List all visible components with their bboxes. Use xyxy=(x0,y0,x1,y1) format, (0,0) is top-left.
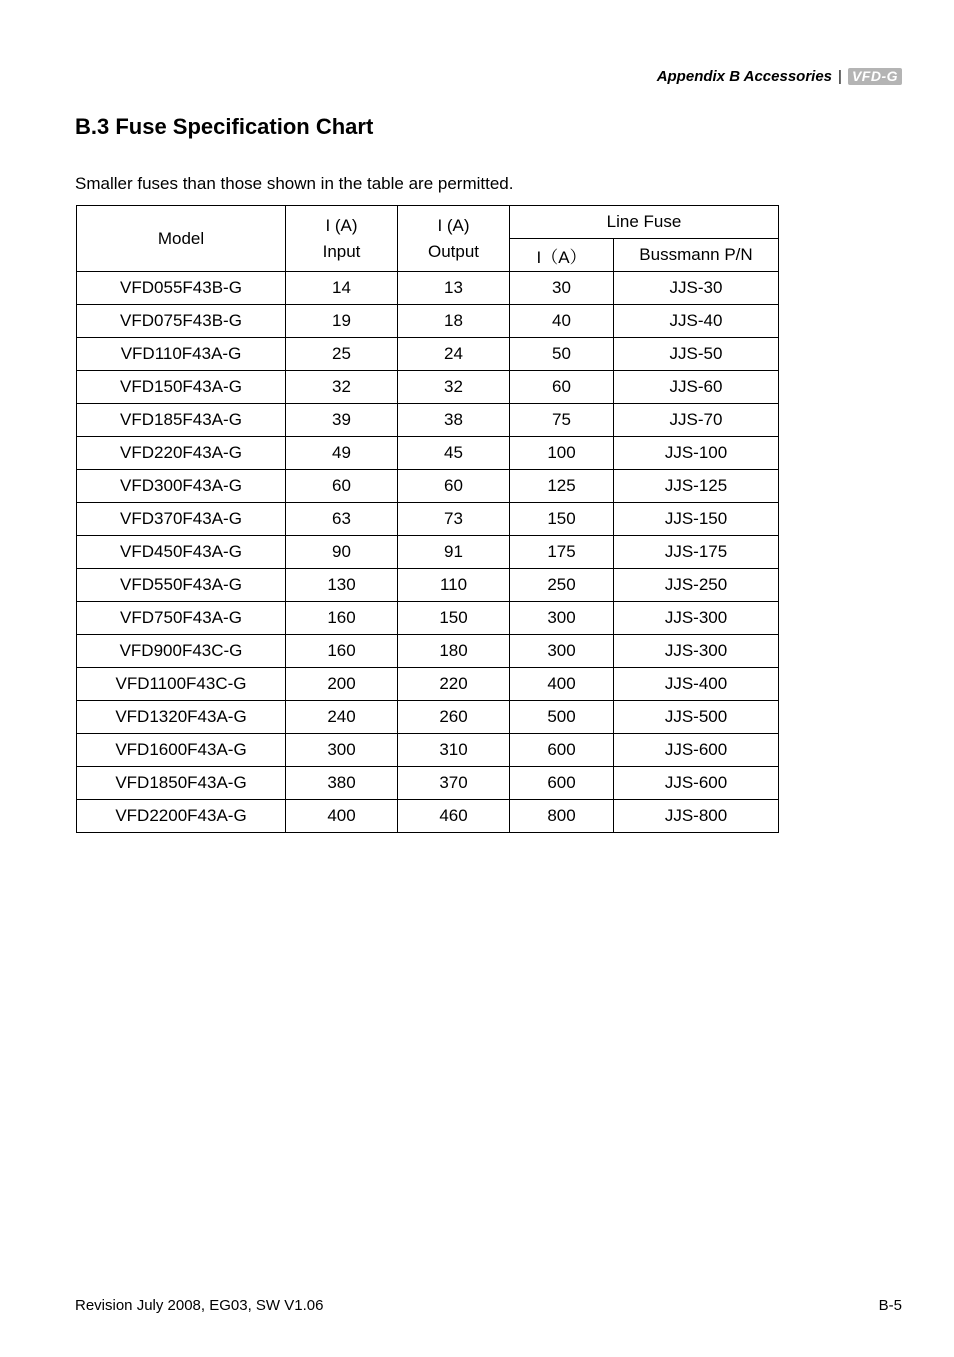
cell-bussmann-pn: JJS-150 xyxy=(614,503,779,536)
cell-model: VFD550F43A-G xyxy=(77,569,286,602)
cell-bussmann-pn: JJS-125 xyxy=(614,470,779,503)
cell-input-current: 49 xyxy=(286,437,398,470)
cell-model: VFD110F43A-G xyxy=(77,338,286,371)
cell-model: VFD1600F43A-G xyxy=(77,734,286,767)
table-row xyxy=(77,272,779,305)
cell-fuse-current: 60 xyxy=(510,371,614,404)
cell-fuse-current: 50 xyxy=(510,338,614,371)
cell-fuse-current: 300 xyxy=(510,635,614,668)
cell-input-current: 90 xyxy=(286,536,398,569)
cell-model: VFD450F43A-G xyxy=(77,536,286,569)
cell-fuse-current: 600 xyxy=(510,734,614,767)
cell-fuse-current: 30 xyxy=(510,272,614,305)
table-row xyxy=(77,800,779,833)
header-bussmann: Bussmann P/N xyxy=(614,239,779,272)
cell-input-current: 160 xyxy=(286,602,398,635)
cell-input-current: 25 xyxy=(286,338,398,371)
cell-output-current: 260 xyxy=(398,701,510,734)
cell-bussmann-pn: JJS-175 xyxy=(614,536,779,569)
table-row xyxy=(77,338,779,371)
cell-model: VFD185F43A-G xyxy=(77,404,286,437)
table-row xyxy=(77,602,779,635)
cell-output-current: 91 xyxy=(398,536,510,569)
cell-fuse-current: 250 xyxy=(510,569,614,602)
table-body xyxy=(77,272,779,833)
cell-bussmann-pn: JJS-600 xyxy=(614,767,779,800)
footer-page-number: B-5 xyxy=(878,1297,902,1314)
cell-bussmann-pn: JJS-30 xyxy=(614,272,779,305)
cell-bussmann-pn: JJS-40 xyxy=(614,305,779,338)
cell-fuse-current: 100 xyxy=(510,437,614,470)
cell-model: VFD075F43B-G xyxy=(77,305,286,338)
page-header xyxy=(657,68,902,85)
cell-model: VFD300F43A-G xyxy=(77,470,286,503)
cell-model: VFD750F43A-G xyxy=(77,602,286,635)
cell-bussmann-pn: JJS-600 xyxy=(614,734,779,767)
cell-fuse-current: 500 xyxy=(510,701,614,734)
table-row xyxy=(77,668,779,701)
footer-revision: Revision July 2008, EG03, SW V1.06 xyxy=(75,1297,324,1314)
cell-output-current: 13 xyxy=(398,272,510,305)
cell-bussmann-pn: JJS-400 xyxy=(614,668,779,701)
cell-output-current: 370 xyxy=(398,767,510,800)
cell-input-current: 130 xyxy=(286,569,398,602)
table-row xyxy=(77,503,779,536)
cell-input-current: 240 xyxy=(286,701,398,734)
header-output-current xyxy=(398,206,510,272)
table-row xyxy=(77,437,779,470)
logo-text: VFD-G xyxy=(851,68,898,84)
table-row xyxy=(77,371,779,404)
cell-bussmann-pn: JJS-800 xyxy=(614,800,779,833)
header-input-line2: Input xyxy=(322,241,361,261)
cell-output-current: 45 xyxy=(398,437,510,470)
cell-output-current: 38 xyxy=(398,404,510,437)
page-title: B.3 Fuse Specification Chart xyxy=(75,114,374,139)
cell-model: VFD150F43A-G xyxy=(77,371,286,404)
header-input-current xyxy=(286,206,398,272)
cell-model: VFD2200F43A-G xyxy=(77,800,286,833)
cell-fuse-current: 40 xyxy=(510,305,614,338)
cell-bussmann-pn: JJS-300 xyxy=(614,635,779,668)
cell-input-current: 60 xyxy=(286,470,398,503)
table-row xyxy=(77,536,779,569)
cell-output-current: 150 xyxy=(398,602,510,635)
cell-output-current: 220 xyxy=(398,668,510,701)
cell-input-current: 400 xyxy=(286,800,398,833)
cell-output-current: 73 xyxy=(398,503,510,536)
cell-fuse-current: 150 xyxy=(510,503,614,536)
table-row xyxy=(77,635,779,668)
cell-bussmann-pn: JJS-500 xyxy=(614,701,779,734)
cell-model: VFD220F43A-G xyxy=(77,437,286,470)
cell-bussmann-pn: JJS-50 xyxy=(614,338,779,371)
header-fuse-current: I（A） xyxy=(510,239,614,272)
cell-input-current: 39 xyxy=(286,404,398,437)
cell-bussmann-pn: JJS-300 xyxy=(614,602,779,635)
cell-input-current: 19 xyxy=(286,305,398,338)
header-output-line2: Output xyxy=(427,241,480,261)
cell-model: VFD1850F43A-G xyxy=(77,767,286,800)
header-model: Model xyxy=(77,206,286,272)
table-row xyxy=(77,734,779,767)
cell-fuse-current: 600 xyxy=(510,767,614,800)
header-separator: | xyxy=(838,68,842,85)
table-row xyxy=(77,305,779,338)
note-text: Smaller fuses than those shown in the table are permitted. xyxy=(75,174,514,193)
table-row xyxy=(77,404,779,437)
cell-bussmann-pn: JJS-70 xyxy=(614,404,779,437)
cell-input-current: 14 xyxy=(286,272,398,305)
cell-bussmann-pn: JJS-250 xyxy=(614,569,779,602)
cell-input-current: 200 xyxy=(286,668,398,701)
cell-model: VFD055F43B-G xyxy=(77,272,286,305)
cell-input-current: 63 xyxy=(286,503,398,536)
cell-bussmann-pn: JJS-100 xyxy=(614,437,779,470)
cell-output-current: 310 xyxy=(398,734,510,767)
cell-fuse-current: 75 xyxy=(510,404,614,437)
cell-output-current: 18 xyxy=(398,305,510,338)
cell-output-current: 60 xyxy=(398,470,510,503)
cell-model: VFD370F43A-G xyxy=(77,503,286,536)
cell-model: VFD1320F43A-G xyxy=(77,701,286,734)
vfd-g-logo xyxy=(848,68,902,85)
cell-input-current: 300 xyxy=(286,734,398,767)
header-output-line1: I (A) xyxy=(437,215,470,235)
header-line-fuse: Line Fuse xyxy=(510,206,779,239)
cell-fuse-current: 300 xyxy=(510,602,614,635)
cell-model: VFD900F43C-G xyxy=(77,635,286,668)
table-row xyxy=(77,470,779,503)
cell-input-current: 32 xyxy=(286,371,398,404)
cell-input-current: 380 xyxy=(286,767,398,800)
cell-input-current: 160 xyxy=(286,635,398,668)
fuse-specification-table xyxy=(76,205,779,833)
table-row xyxy=(77,569,779,602)
cell-model: VFD1100F43C-G xyxy=(77,668,286,701)
cell-bussmann-pn: JJS-60 xyxy=(614,371,779,404)
table-row xyxy=(77,701,779,734)
header-input-line1: I (A) xyxy=(325,215,358,235)
table-row xyxy=(77,767,779,800)
cell-output-current: 32 xyxy=(398,371,510,404)
cell-output-current: 24 xyxy=(398,338,510,371)
cell-fuse-current: 800 xyxy=(510,800,614,833)
cell-output-current: 110 xyxy=(398,569,510,602)
cell-output-current: 180 xyxy=(398,635,510,668)
cell-fuse-current: 125 xyxy=(510,470,614,503)
cell-output-current: 460 xyxy=(398,800,510,833)
cell-fuse-current: 175 xyxy=(510,536,614,569)
header-section: Appendix B Accessories xyxy=(656,68,833,85)
cell-fuse-current: 400 xyxy=(510,668,614,701)
